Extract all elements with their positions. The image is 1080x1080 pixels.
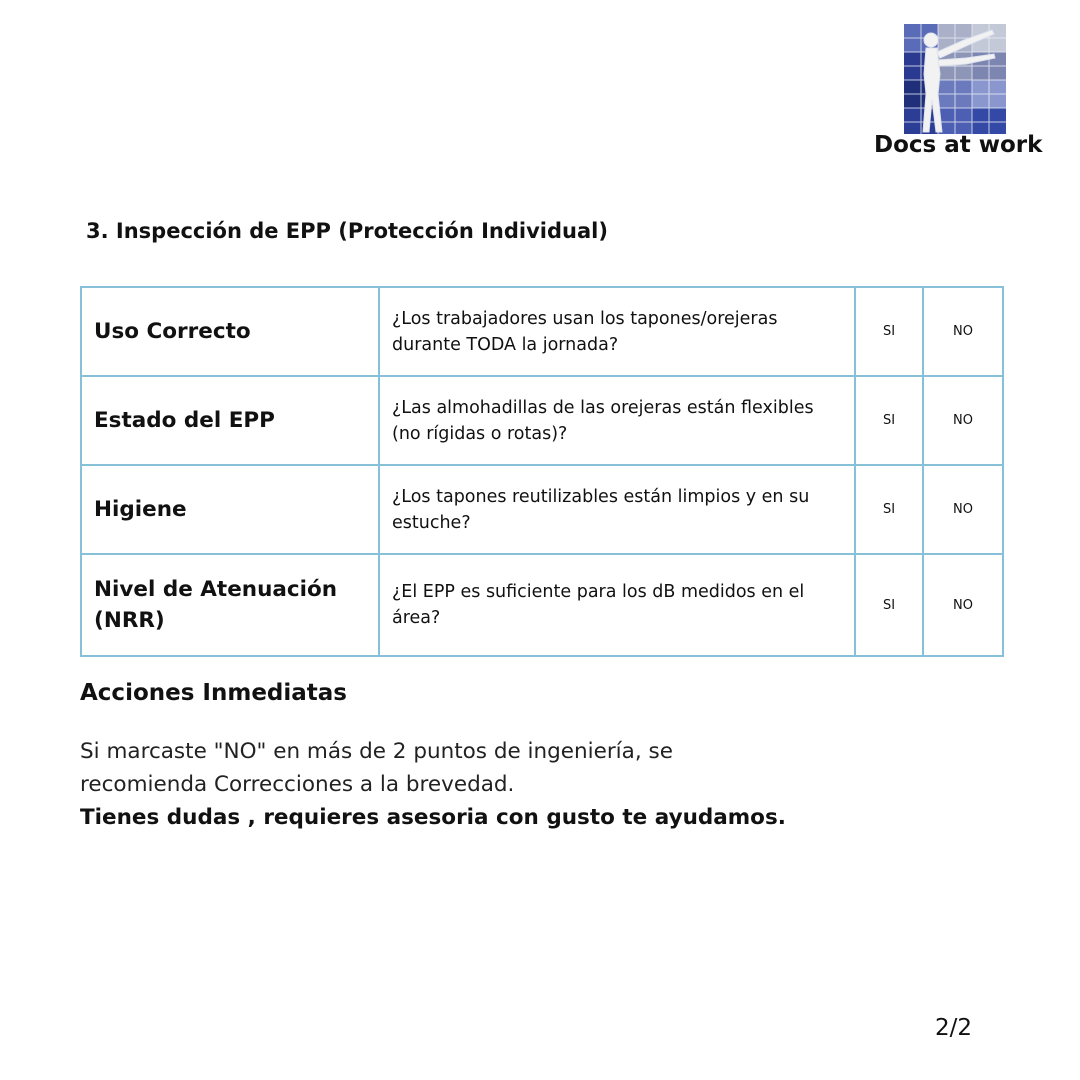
actions-line-2: recomienda Correcciones a la brevedad. [80,772,515,797]
actions-contact-line: Tienes dudas , requieres asesoria con gusto te ayudamos. [80,805,786,830]
no-option[interactable]: NO [923,465,1003,554]
row-question: ¿Los trabajadores usan los tapones/orejeras durante TODA la jornada? [379,287,855,376]
row-label: Uso Correcto [81,287,379,376]
actions-body [80,735,980,834]
yes-option[interactable]: SI [855,287,923,376]
yes-option[interactable]: SI [855,376,923,465]
page-number: 2/2 [935,1015,973,1041]
row-label: Nivel de Atenuación (NRR) [81,554,379,656]
epp-checklist-table [80,286,1004,657]
row-label: Higiene [81,465,379,554]
yes-option[interactable]: SI [855,465,923,554]
yes-option[interactable]: SI [855,554,923,656]
table-row [81,287,1003,376]
row-question: ¿Los tapones reutilizables están limpios y en su estuche? [379,465,855,554]
actions-title: Acciones Inmediatas [80,680,347,706]
table-row [81,554,1003,656]
vitruvian-figure-grid-icon [904,24,1006,134]
no-option[interactable]: NO [923,287,1003,376]
brand-logo [904,24,1006,134]
row-label: Estado del EPP [81,376,379,465]
actions-line-1: Si marcaste "NO" en más de 2 puntos de ingeniería, se [80,739,673,764]
brand-name: Docs at work [874,132,1043,158]
row-question: ¿Las almohadillas de las orejeras están flexibles (no rígidas o rotas)? [379,376,855,465]
row-question: ¿El EPP es suficiente para los dB medidos en el área? [379,554,855,656]
no-option[interactable]: NO [923,554,1003,656]
table-row [81,465,1003,554]
no-option[interactable]: NO [923,376,1003,465]
table-row [81,376,1003,465]
section-title: 3. Inspección de EPP (Protección Individual) [86,219,608,243]
